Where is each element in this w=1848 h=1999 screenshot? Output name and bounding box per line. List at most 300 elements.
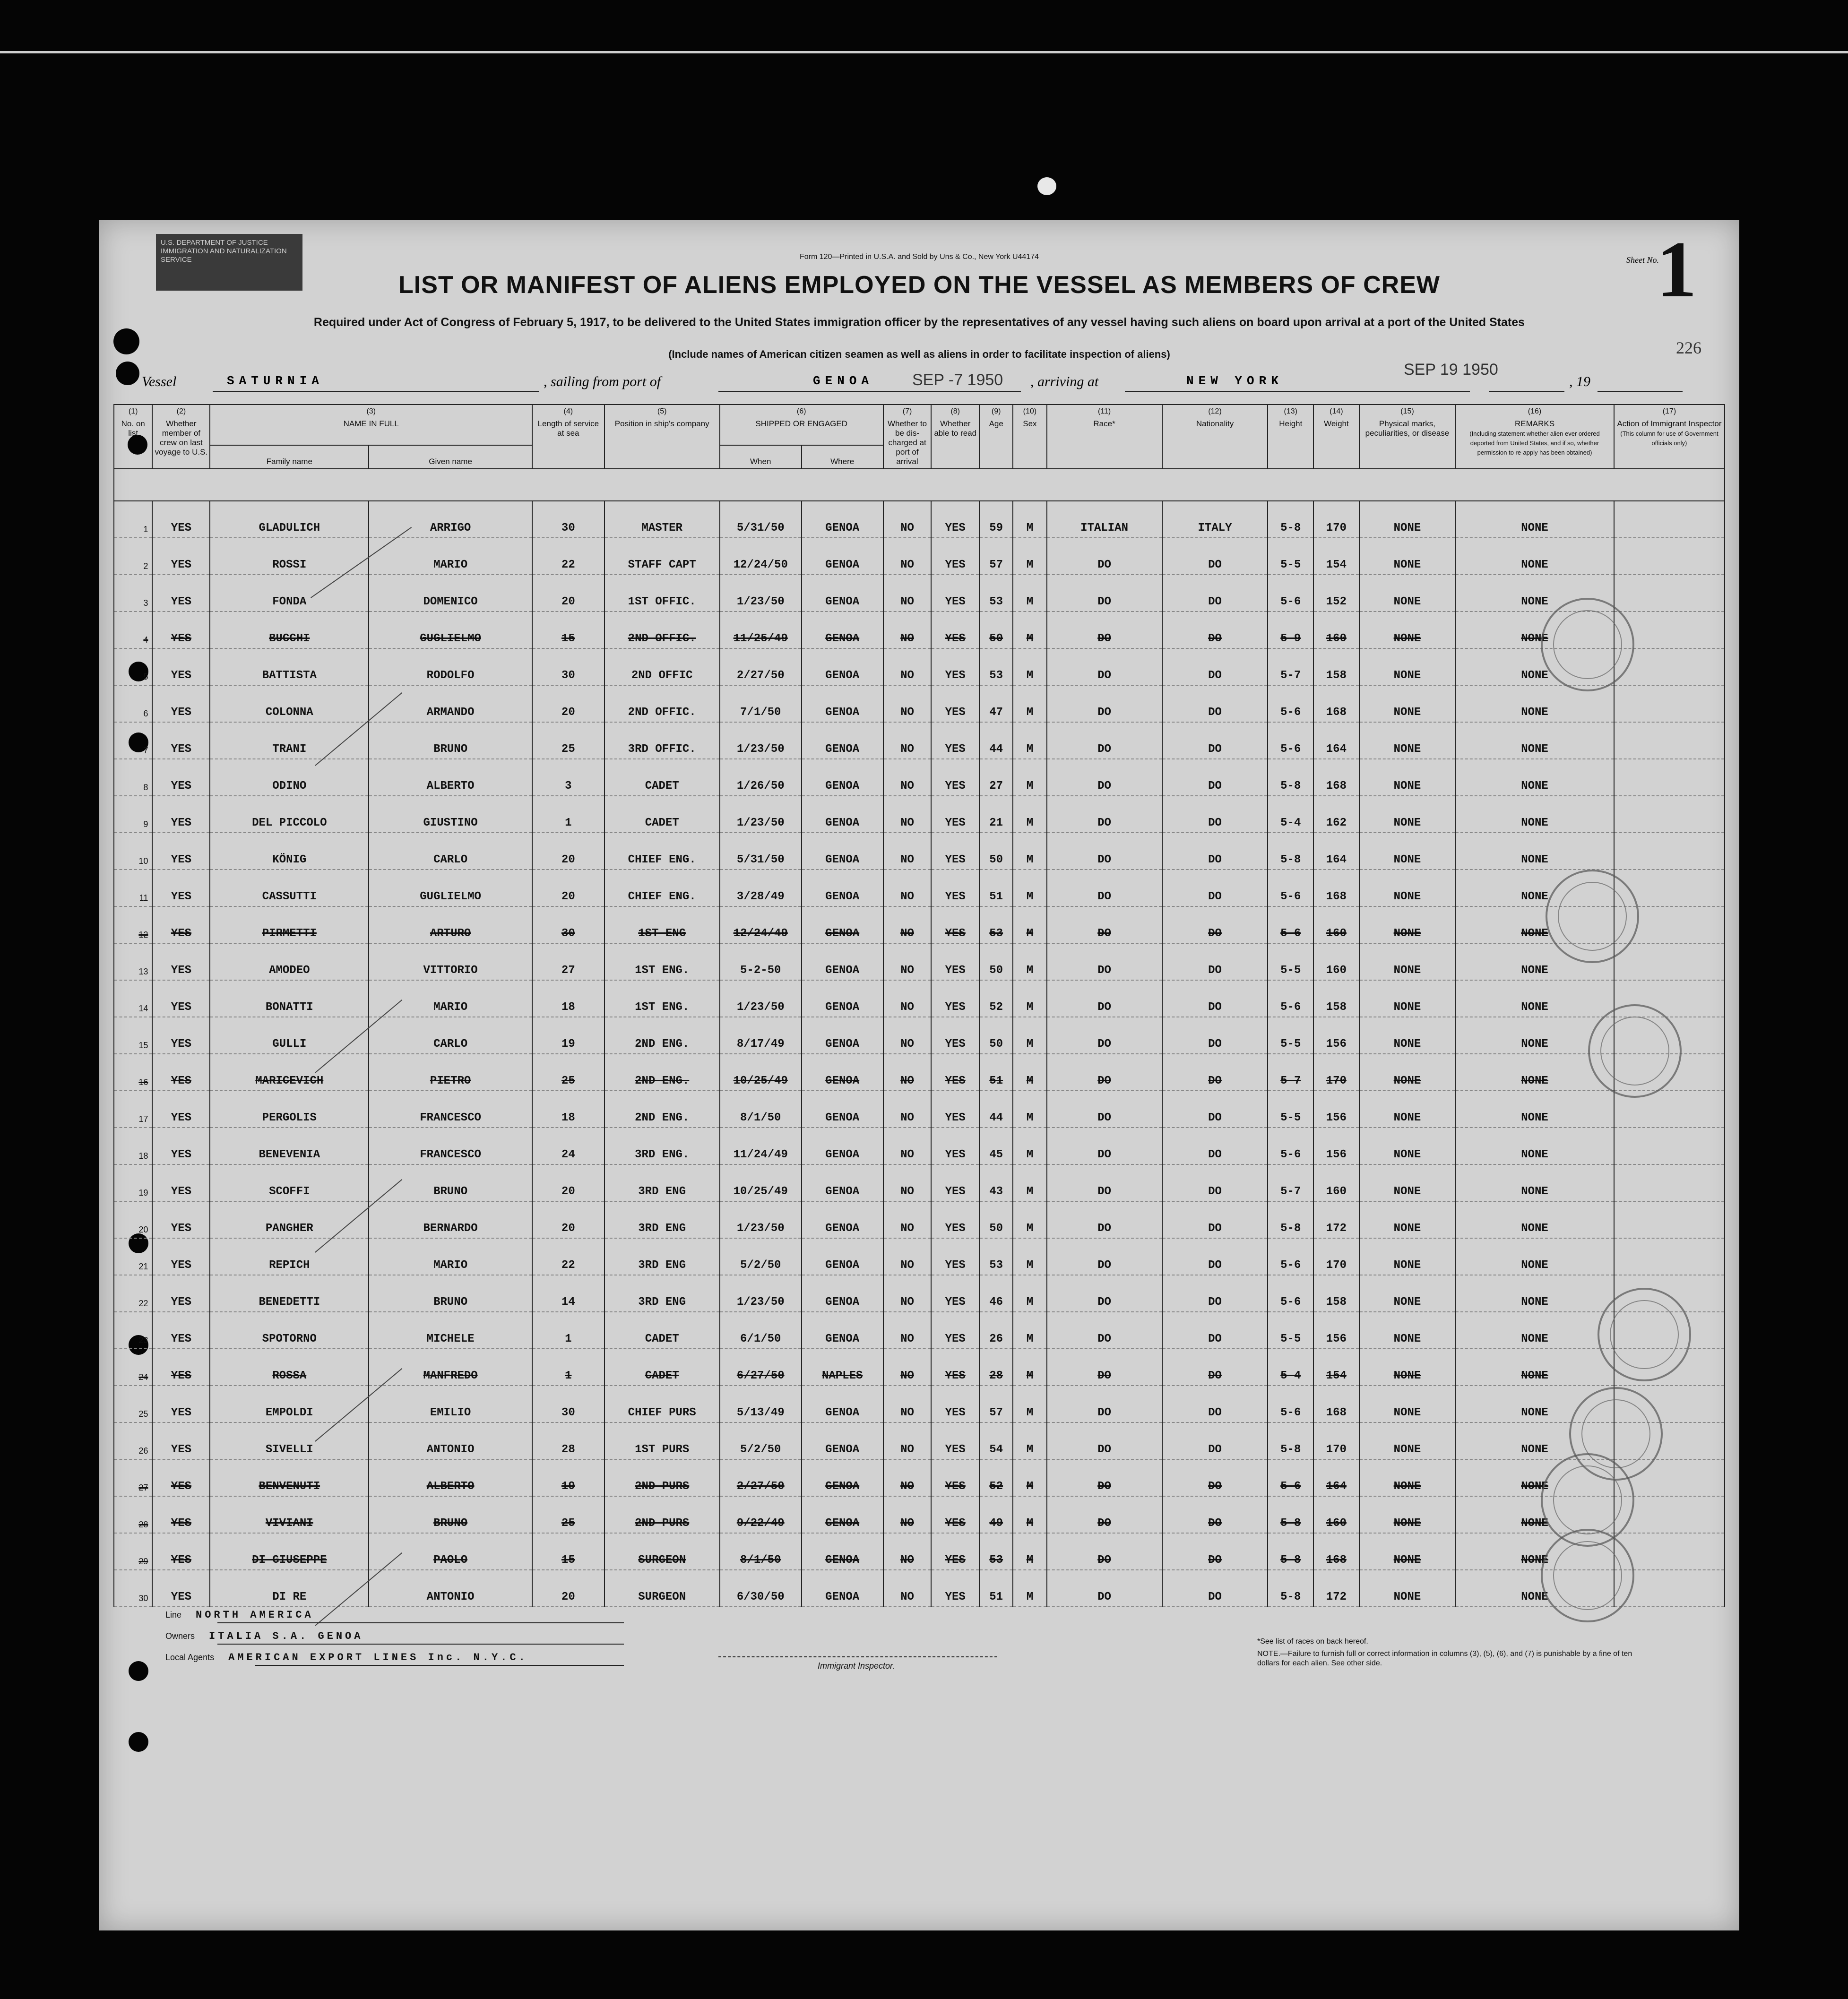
- cell-position: 3RD ENG: [604, 1201, 720, 1238]
- cell-disch: NO: [883, 1017, 932, 1054]
- cell-nat: DO: [1162, 1422, 1268, 1459]
- cell-disch: NO: [883, 1533, 932, 1570]
- cell-disch: NO: [883, 1128, 932, 1164]
- sheet-number: 1: [1657, 225, 1697, 314]
- cell-position: CHIEF ENG.: [604, 870, 720, 906]
- cell-marks: NONE: [1359, 1164, 1455, 1201]
- cell-sex: M: [1013, 759, 1046, 796]
- cell-age: 57: [979, 1386, 1013, 1422]
- cell-age: 28: [979, 1349, 1013, 1386]
- punch-hole: [116, 362, 139, 385]
- cell-family: SCOFFI: [210, 1164, 369, 1201]
- cell-when: 6/30/50: [720, 1570, 802, 1607]
- cell-race: DO: [1047, 685, 1162, 722]
- cell-inspector-action: [1614, 501, 1725, 538]
- cell-no: 21: [114, 1238, 152, 1275]
- cell-remarks: NONE: [1455, 870, 1614, 906]
- cell-given: PAOLO: [369, 1533, 532, 1570]
- cell-disch: NO: [883, 612, 932, 648]
- crew-rows: [114, 501, 1725, 1607]
- cell-position: 2ND OFFIC: [604, 648, 720, 685]
- cell-when: 1/26/50: [720, 759, 802, 796]
- cell-service: 24: [532, 1128, 604, 1164]
- cell-read: YES: [931, 870, 979, 906]
- cell-where: GENOA: [802, 1091, 883, 1128]
- cell-given: MARIO: [369, 980, 532, 1017]
- cell-given: EMILIO: [369, 1386, 532, 1422]
- cell-age: 53: [979, 906, 1013, 943]
- cell-prev: YES: [152, 1349, 210, 1386]
- cell-when: 1/23/50: [720, 1201, 802, 1238]
- cell-weight: 160: [1313, 943, 1359, 980]
- cell-race: DO: [1047, 1054, 1162, 1091]
- cell-disch: NO: [883, 1091, 932, 1128]
- col-header-when: When: [720, 445, 802, 469]
- cell-prev: YES: [152, 1422, 210, 1459]
- cell-prev: YES: [152, 1128, 210, 1164]
- cell-age: 45: [979, 1128, 1013, 1164]
- cell-disch: NO: [883, 1054, 932, 1091]
- cell-nat: DO: [1162, 943, 1268, 980]
- cell-given: GIUSTINO: [369, 796, 532, 833]
- cell-age: 50: [979, 1201, 1013, 1238]
- cell-race: DO: [1047, 870, 1162, 906]
- cell-when: 8/17/49: [720, 1017, 802, 1054]
- table-row: [114, 796, 1725, 833]
- cell-sex: M: [1013, 575, 1046, 612]
- cell-position: CHIEF ENG.: [604, 833, 720, 870]
- cell-family: REPICH: [210, 1238, 369, 1275]
- cell-read: YES: [931, 1128, 979, 1164]
- cell-service: 1: [532, 1349, 604, 1386]
- cell-given: CARLO: [369, 833, 532, 870]
- cell-no: 8: [114, 759, 152, 796]
- cell-service: 20: [532, 575, 604, 612]
- cell-age: 21: [979, 796, 1013, 833]
- col-header-race: (11) Race*: [1047, 405, 1162, 469]
- cell-remarks: NONE: [1455, 1201, 1614, 1238]
- table-row: [114, 1201, 1725, 1238]
- cell-height: 5-5: [1268, 538, 1313, 575]
- cell-marks: NONE: [1359, 1533, 1455, 1570]
- cell-position: 2ND OFFIC.: [604, 685, 720, 722]
- cell-race: DO: [1047, 648, 1162, 685]
- scan-speck: [1037, 177, 1056, 195]
- cell-age: 43: [979, 1164, 1013, 1201]
- table-row: [114, 1312, 1725, 1349]
- cell-read: YES: [931, 1275, 979, 1312]
- cell-position: 2ND ENG.: [604, 1017, 720, 1054]
- cell-height: 5-6: [1268, 722, 1313, 759]
- cell-position: 2ND ENG.: [604, 1091, 720, 1128]
- cell-where: GENOA: [802, 833, 883, 870]
- crew-manifest-table: [113, 404, 1725, 1607]
- cell-service: 20: [532, 1164, 604, 1201]
- cell-race: DO: [1047, 722, 1162, 759]
- cell-given: BRUNO: [369, 1496, 532, 1533]
- punch-hole: [129, 1732, 148, 1752]
- cell-height: 5-4: [1268, 1349, 1313, 1386]
- cell-inspector-action: [1614, 759, 1725, 796]
- cell-height: 5-5: [1268, 1017, 1313, 1054]
- cell-sex: M: [1013, 870, 1046, 906]
- cell-remarks: NONE: [1455, 1533, 1614, 1570]
- cell-position: 2ND PURS: [604, 1496, 720, 1533]
- cell-race: DO: [1047, 1164, 1162, 1201]
- cell-service: 20: [532, 1570, 604, 1607]
- cell-disch: NO: [883, 722, 932, 759]
- cell-marks: NONE: [1359, 1238, 1455, 1275]
- cell-nat: DO: [1162, 1128, 1268, 1164]
- cell-read: YES: [931, 648, 979, 685]
- cell-where: GENOA: [802, 1275, 883, 1312]
- vessel-label: Vessel: [142, 374, 177, 389]
- cell-sex: M: [1013, 685, 1046, 722]
- cell-position: CHIEF PURS: [604, 1386, 720, 1422]
- punch-hole: [129, 1661, 148, 1681]
- cell-position: 1ST PURS: [604, 1422, 720, 1459]
- cell-race: DO: [1047, 1091, 1162, 1128]
- cell-given: FRANCESCO: [369, 1091, 532, 1128]
- cell-service: 25: [532, 1054, 604, 1091]
- table-row: [114, 722, 1725, 759]
- table-row: [114, 870, 1725, 906]
- cell-when: 5/2/50: [720, 1422, 802, 1459]
- cell-disch: NO: [883, 501, 932, 538]
- cell-sex: M: [1013, 1054, 1046, 1091]
- cell-no: 4: [114, 612, 152, 648]
- col-header-name: (3) NAME IN FULL: [210, 405, 532, 445]
- cell-inspector-action: [1614, 1164, 1725, 1201]
- cell-race: DO: [1047, 943, 1162, 980]
- cell-disch: NO: [883, 1275, 932, 1312]
- cell-position: 3RD ENG: [604, 1164, 720, 1201]
- cell-inspector-action: [1614, 538, 1725, 575]
- cell-no: 28: [114, 1496, 152, 1533]
- cell-age: 50: [979, 833, 1013, 870]
- cell-disch: NO: [883, 1386, 932, 1422]
- cell-family: ODINO: [210, 759, 369, 796]
- cell-given: ARTURO: [369, 906, 532, 943]
- cell-weight: 164: [1313, 1459, 1359, 1496]
- page-subtitle: Required under Act of Congress of February 5, 1917, to be delivered to the United States immigration officer by the representatives of any vessel having such aliens on board upon arrival at a port of the United States: [313, 316, 1525, 329]
- cell-inspector-action: [1614, 943, 1725, 980]
- cell-remarks: NONE: [1455, 1054, 1614, 1091]
- cell-service: 30: [532, 501, 604, 538]
- table-row: [114, 538, 1725, 575]
- cell-no: 13: [114, 943, 152, 980]
- cell-disch: NO: [883, 1459, 932, 1496]
- cell-prev: YES: [152, 501, 210, 538]
- cell-given: RODOLFO: [369, 648, 532, 685]
- cell-sex: M: [1013, 612, 1046, 648]
- cell-position: 1ST ENG: [604, 906, 720, 943]
- table-row: [114, 906, 1725, 943]
- cell-weight: 156: [1313, 1128, 1359, 1164]
- cell-race: DO: [1047, 1459, 1162, 1496]
- cell-given: FRANCESCO: [369, 1128, 532, 1164]
- cell-family: EMPOLDI: [210, 1386, 369, 1422]
- agency-stamp-text: U.S. DEPARTMENT OF JUSTICE IMMIGRATION AND NATURALIZATION SERVICE: [161, 239, 287, 264]
- cell-marks: NONE: [1359, 906, 1455, 943]
- cell-nat: DO: [1162, 1533, 1268, 1570]
- cell-read: YES: [931, 1312, 979, 1349]
- cell-sex: M: [1013, 980, 1046, 1017]
- cell-race: DO: [1047, 1386, 1162, 1422]
- cell-weight: 160: [1313, 612, 1359, 648]
- cell-marks: NONE: [1359, 1386, 1455, 1422]
- cell-race: DO: [1047, 575, 1162, 612]
- cell-nat: DO: [1162, 1017, 1268, 1054]
- cell-age: 53: [979, 575, 1013, 612]
- cell-position: 2ND ENG.: [604, 1054, 720, 1091]
- cell-remarks: NONE: [1455, 906, 1614, 943]
- cell-family: PERGOLIS: [210, 1091, 369, 1128]
- cell-weight: 160: [1313, 1164, 1359, 1201]
- cell-given: BRUNO: [369, 1164, 532, 1201]
- cell-where: GENOA: [802, 1201, 883, 1238]
- cell-where: GENOA: [802, 648, 883, 685]
- cell-given: ANTONIO: [369, 1422, 532, 1459]
- cell-family: PANGHER: [210, 1201, 369, 1238]
- cell-nat: DO: [1162, 1238, 1268, 1275]
- cell-nat: DO: [1162, 906, 1268, 943]
- cell-where: GENOA: [802, 1496, 883, 1533]
- cell-where: GENOA: [802, 870, 883, 906]
- cell-inspector-action: [1614, 796, 1725, 833]
- cell-family: COLONNA: [210, 685, 369, 722]
- cell-sex: M: [1013, 943, 1046, 980]
- cell-read: YES: [931, 1386, 979, 1422]
- cell-family: VIVIANI: [210, 1496, 369, 1533]
- cell-when: 1/23/50: [720, 980, 802, 1017]
- cell-marks: NONE: [1359, 1091, 1455, 1128]
- col-header-sex: (10) Sex: [1013, 405, 1046, 469]
- cell-marks: NONE: [1359, 685, 1455, 722]
- cell-no: 16: [114, 1054, 152, 1091]
- cell-given: MARIO: [369, 1238, 532, 1275]
- cell-marks: NONE: [1359, 1349, 1455, 1386]
- cell-age: 51: [979, 870, 1013, 906]
- cell-marks: NONE: [1359, 1422, 1455, 1459]
- cell-remarks: NONE: [1455, 759, 1614, 796]
- cell-position: 3RD ENG.: [604, 1128, 720, 1164]
- cell-read: YES: [931, 759, 979, 796]
- cell-service: 1: [532, 796, 604, 833]
- cell-read: YES: [931, 722, 979, 759]
- cell-when: 5/2/50: [720, 1238, 802, 1275]
- cell-marks: NONE: [1359, 501, 1455, 538]
- footer-line-label: Line: [165, 1610, 182, 1620]
- cell-remarks: NONE: [1455, 1017, 1614, 1054]
- cell-height: 5-5: [1268, 943, 1313, 980]
- cell-sex: M: [1013, 1238, 1046, 1275]
- cell-when: 8/1/50: [720, 1533, 802, 1570]
- cell-family: BENVENUTI: [210, 1459, 369, 1496]
- cell-position: 2ND PURS: [604, 1459, 720, 1496]
- cell-remarks: NONE: [1455, 1312, 1614, 1349]
- cell-height: 5-8: [1268, 833, 1313, 870]
- table-row: [114, 759, 1725, 796]
- cell-age: 52: [979, 980, 1013, 1017]
- cell-where: GENOA: [802, 1128, 883, 1164]
- cell-inspector-action: [1614, 722, 1725, 759]
- cell-service: 25: [532, 722, 604, 759]
- cell-race: DO: [1047, 1201, 1162, 1238]
- cell-age: 51: [979, 1054, 1013, 1091]
- col-header-weight: (14) Weight: [1313, 405, 1359, 469]
- cell-when: 7/1/50: [720, 685, 802, 722]
- footer-owners: [165, 1630, 363, 1642]
- cell-given: BRUNO: [369, 1275, 532, 1312]
- cell-prev: YES: [152, 1459, 210, 1496]
- cell-marks: NONE: [1359, 1054, 1455, 1091]
- cell-race: DO: [1047, 1128, 1162, 1164]
- cell-marks: NONE: [1359, 575, 1455, 612]
- cell-age: 53: [979, 1238, 1013, 1275]
- cell-marks: NONE: [1359, 1275, 1455, 1312]
- cell-prev: YES: [152, 796, 210, 833]
- cell-height: 5-6: [1268, 980, 1313, 1017]
- cell-remarks: NONE: [1455, 1496, 1614, 1533]
- cell-read: YES: [931, 685, 979, 722]
- cell-family: GLADULICH: [210, 501, 369, 538]
- cell-height: 5-6: [1268, 685, 1313, 722]
- cell-sex: M: [1013, 1459, 1046, 1496]
- cell-position: SURGEON: [604, 1533, 720, 1570]
- cell-where: GENOA: [802, 1459, 883, 1496]
- cell-no: 25: [114, 1386, 152, 1422]
- cell-remarks: NONE: [1455, 1422, 1614, 1459]
- cell-sex: M: [1013, 1312, 1046, 1349]
- cell-race: DO: [1047, 538, 1162, 575]
- cell-remarks: NONE: [1455, 1570, 1614, 1607]
- cell-service: 22: [532, 538, 604, 575]
- table-row: [114, 943, 1725, 980]
- cell-inspector-action: [1614, 833, 1725, 870]
- cell-given: ARRIGO: [369, 501, 532, 538]
- cell-given: ARMANDO: [369, 685, 532, 722]
- cell-age: 53: [979, 648, 1013, 685]
- cell-age: 46: [979, 1275, 1013, 1312]
- cell-when: 11/24/49: [720, 1128, 802, 1164]
- table-row: [114, 1349, 1725, 1386]
- cell-disch: NO: [883, 1164, 932, 1201]
- cell-race: DO: [1047, 906, 1162, 943]
- cell-read: YES: [931, 980, 979, 1017]
- cell-inspector-action: [1614, 1238, 1725, 1275]
- cell-height: 5-8: [1268, 1422, 1313, 1459]
- cell-where: GENOA: [802, 612, 883, 648]
- cell-prev: YES: [152, 906, 210, 943]
- cell-remarks: NONE: [1455, 1128, 1614, 1164]
- footer-agents: [165, 1652, 528, 1663]
- cell-where: GENOA: [802, 1164, 883, 1201]
- cell-disch: NO: [883, 538, 932, 575]
- cell-height: 5-5: [1268, 1312, 1313, 1349]
- sailing-date-stamp: SEP -7 1950: [912, 371, 1003, 389]
- cell-when: 5/31/50: [720, 501, 802, 538]
- consulate-seal: [1541, 598, 1634, 691]
- cell-weight: 162: [1313, 796, 1359, 833]
- cell-service: 20: [532, 685, 604, 722]
- cell-position: 1ST ENG.: [604, 943, 720, 980]
- cell-remarks: NONE: [1455, 648, 1614, 685]
- table-row: [114, 1164, 1725, 1201]
- cell-no: 9: [114, 796, 152, 833]
- cell-service: 3: [532, 759, 604, 796]
- cell-inspector-action: [1614, 575, 1725, 612]
- cell-marks: NONE: [1359, 980, 1455, 1017]
- cell-position: 3RD ENG: [604, 1238, 720, 1275]
- cell-age: 59: [979, 501, 1013, 538]
- cell-disch: NO: [883, 1422, 932, 1459]
- cell-when: 6/1/50: [720, 1312, 802, 1349]
- cell-where: GENOA: [802, 685, 883, 722]
- cell-no: 5: [114, 648, 152, 685]
- cell-given: VITTORIO: [369, 943, 532, 980]
- cell-age: 47: [979, 685, 1013, 722]
- cell-no: 10: [114, 833, 152, 870]
- cell-marks: NONE: [1359, 1496, 1455, 1533]
- cell-service: 20: [532, 870, 604, 906]
- cell-age: 54: [979, 1422, 1013, 1459]
- cell-age: 27: [979, 759, 1013, 796]
- cell-prev: YES: [152, 1570, 210, 1607]
- col-header-height: (13) Height: [1268, 405, 1313, 469]
- cell-when: 1/23/50: [720, 722, 802, 759]
- cell-height: 5-6: [1268, 1386, 1313, 1422]
- cell-position: 3RD ENG: [604, 1275, 720, 1312]
- cell-family: BUCCHI: [210, 612, 369, 648]
- cell-position: MASTER: [604, 501, 720, 538]
- cell-remarks: NONE: [1455, 1275, 1614, 1312]
- cell-when: 5/13/49: [720, 1386, 802, 1422]
- cell-read: YES: [931, 1054, 979, 1091]
- table-row: [114, 833, 1725, 870]
- cell-age: 26: [979, 1312, 1013, 1349]
- cell-prev: YES: [152, 1533, 210, 1570]
- cell-position: CADET: [604, 759, 720, 796]
- cell-nat: DO: [1162, 722, 1268, 759]
- cell-no: 20: [114, 1201, 152, 1238]
- cell-when: 1/23/50: [720, 1275, 802, 1312]
- cell-remarks: NONE: [1455, 501, 1614, 538]
- cell-read: YES: [931, 1164, 979, 1201]
- cell-disch: NO: [883, 1496, 932, 1533]
- cell-where: NAPLES: [802, 1349, 883, 1386]
- cell-service: 19: [532, 1017, 604, 1054]
- cell-family: DI GIUSEPPE: [210, 1533, 369, 1570]
- cell-where: GENOA: [802, 796, 883, 833]
- table-row: [114, 1017, 1725, 1054]
- cell-race: DO: [1047, 1496, 1162, 1533]
- cell-remarks: NONE: [1455, 796, 1614, 833]
- immigrant-inspector-label: Immigrant Inspector.: [818, 1661, 895, 1671]
- cell-race: ITALIAN: [1047, 501, 1162, 538]
- cell-age: 50: [979, 612, 1013, 648]
- cell-position: STAFF CAPT: [604, 538, 720, 575]
- cell-weight: 158: [1313, 1275, 1359, 1312]
- cell-marks: NONE: [1359, 1017, 1455, 1054]
- cell-prev: YES: [152, 648, 210, 685]
- cell-position: CADET: [604, 1312, 720, 1349]
- cell-marks: NONE: [1359, 648, 1455, 685]
- cell-race: DO: [1047, 833, 1162, 870]
- cell-remarks: NONE: [1455, 722, 1614, 759]
- cell-disch: NO: [883, 1349, 932, 1386]
- cell-height: 5-9: [1268, 612, 1313, 648]
